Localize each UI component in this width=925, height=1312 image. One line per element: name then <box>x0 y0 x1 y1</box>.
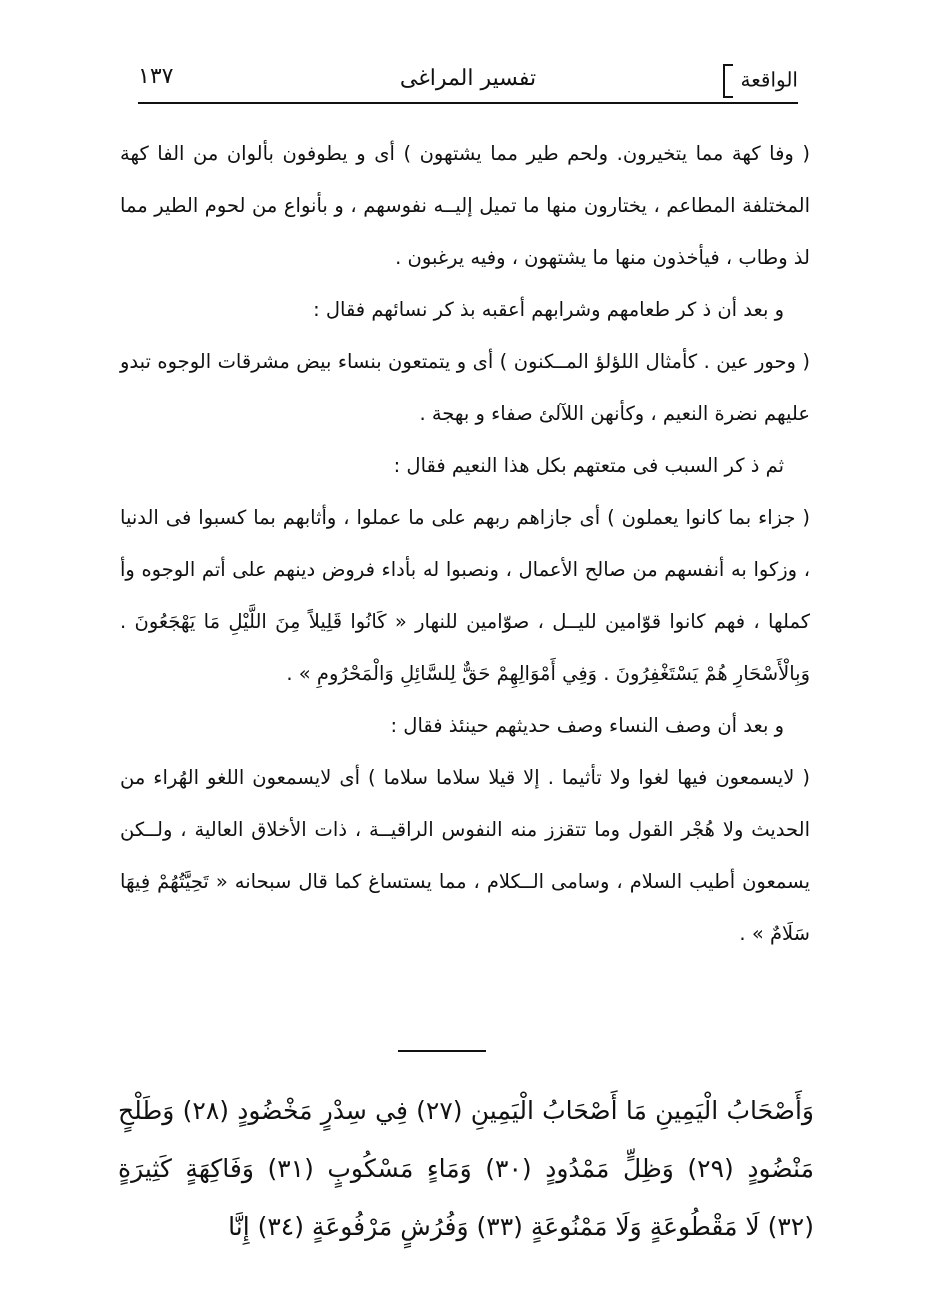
paragraph: ( وحور عين . كأمثال اللؤلؤ المــكنون ) أى و يتمتعون بنساء بيض مشرقات الوجوه تبدو عليهم نضرة النعيم ، وكأنهن اللآلئ صفاء و بهجة . <box>120 350 810 425</box>
surah-name: الواقعة <box>740 67 798 92</box>
paragraph: ( وفا كهة مما يتخيرون. ولحم طير مما يشتهون ) أى و يطوفون بألوان من الفا كهة المختلفة المطاعم ، يختارون منها ما تميل إليــه نفوسهم ، و بأنواع من لحوم الطير مما لذ وطاب ، فيأخذون منها ما يشتهون ، وفيه يرغبون . <box>120 142 810 269</box>
paragraph: و بعد أن ذ كر طعامهم وشرابهم أعقبه بذ كر نسائهم فقال : <box>313 298 784 321</box>
verse-block: وَأَصْحَابُ الْيَمِينِ مَا أَصْحَابُ الْيَمِينِ (٢٧) فِي سِدْرٍ مَخْضُودٍ (٢٨) وَطَلْحٍ مَنْضُودٍ (٢٩) وَظِلٍّ مَمْدُودٍ (٣٠) وَمَاءٍ مَسْكُوبٍ (٣١) وَفَاكِهَةٍ كَثِيرَةٍ (٣٢) لَا مَقْطُوعَةٍ وَلَا مَمْنُوعَةٍ (٣٣) وَفُرُشٍ مَرْفُوعَةٍ (٣٤) إِنَّا <box>118 1096 814 1241</box>
section-separator <box>398 1050 486 1052</box>
quran-verses <box>118 1082 814 1256</box>
paragraph: و بعد أن وصف النساء وصف حديثهم حينئذ فقال : <box>390 714 784 737</box>
header-rule <box>138 102 798 104</box>
book-title: تفسير المراغى <box>399 66 537 91</box>
page-number: ١٣٧ <box>138 64 174 89</box>
commentary-text <box>120 128 810 960</box>
paragraph: ( جزاء بما كانوا يعملون ) أى جازاهم ربهم على ما عملوا ، وأثابهم بما كسبوا فى الدنيا ، وزكوا به أنفسهم من صالح الأعمال ، ونصبوا له بأداء فروض دينهم على أتم الوجوه وأ كملها ، فهم كانوا قوّامين لليــل ، صوّامين للنهار « كَانُوا قَلِيلاً مِنَ اللَّيْلِ مَا يَهْجَعُونَ . وَبِالْأَسْحَارِ هُمْ يَسْتَغْفِرُونَ . وَفِي أَمْوَالِهِمْ حَقٌّ لِلسَّائِلِ وَالْمَحْرُومِ » . <box>120 506 810 685</box>
page-header <box>138 58 798 104</box>
paragraph: ( لايسمعون فيها لغوا ولا تأثيما . إلا قيلا سلاما سلاما ) أى لايسمعون اللغو الهُراء من الحديث ولا هُجْر القول وما تتقزز منه النفوس الراقيــة ، ذات الأخلاق العالية ، ولــكن يسمعون أطيب السلام ، وسامى الــكلام ، مما يستساغ كما قال سبحانه « تَحِيَّتُهُمْ فِيهَا سَلَامٌ » . <box>120 766 810 945</box>
paragraph: ثم ذ كر السبب فى متعتهم بكل هذا النعيم فقال : <box>393 454 784 477</box>
